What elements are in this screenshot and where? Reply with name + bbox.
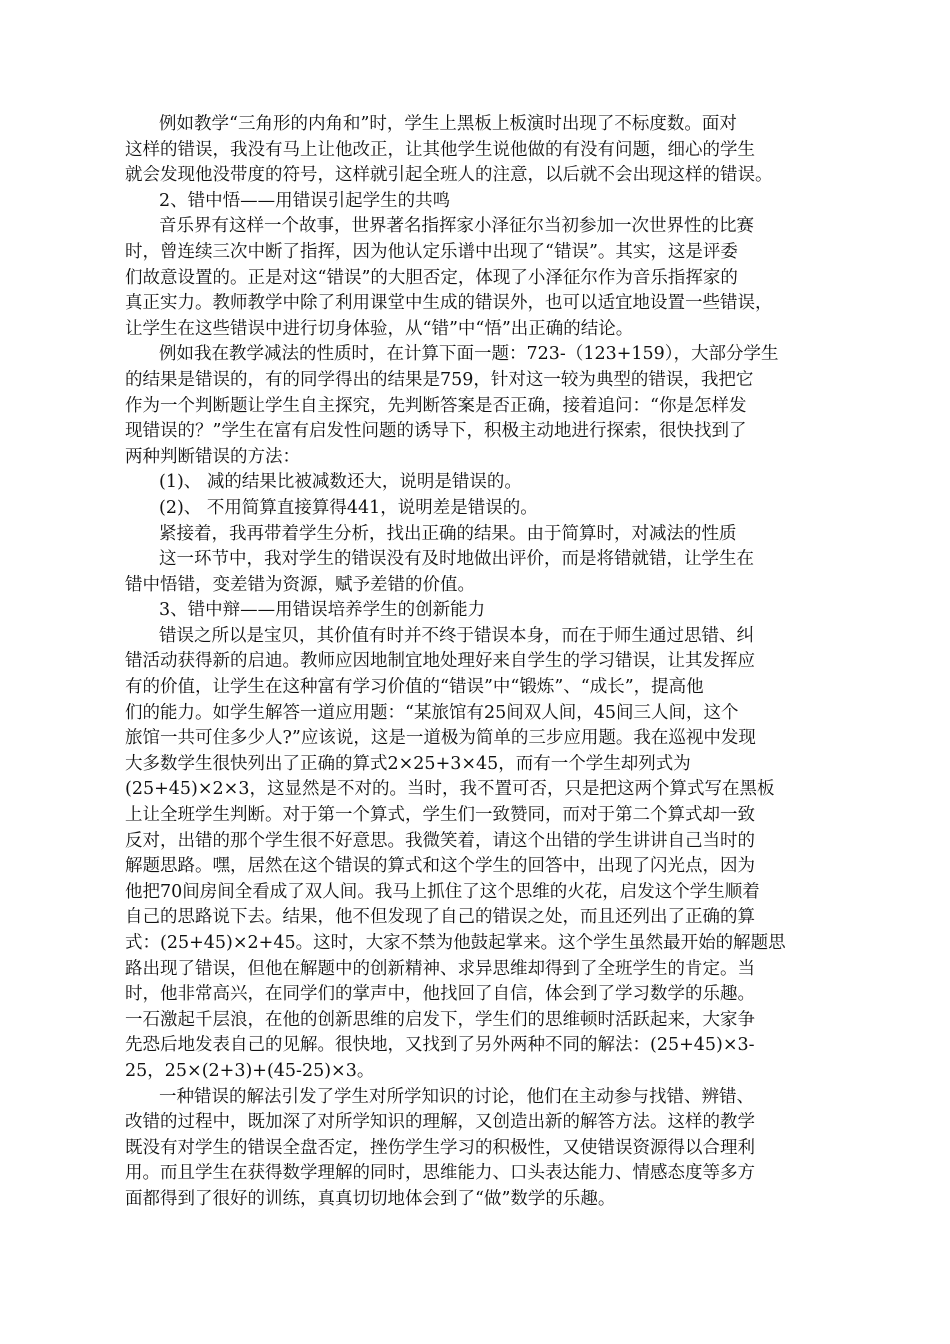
text-line: (25+45)×2×3，这显然是不对的。当时，我不置可否，只是把这两个算式写在黑板 (125, 779, 775, 800)
text-line: 有的价值，让学生在这种富有学习价值的“错误”中“锻炼”、“成长”，提高他 (125, 677, 704, 698)
text-line: 大多数学生很快列出了正确的算式2×25+3×45，而有一个学生却列式为 (125, 753, 691, 774)
text-line: 就会发现他没带度的符号，这样就引起全班人的注意，以后就不会出现这样的错误。 (125, 165, 773, 186)
text-line: 错中悟错，变差错为资源，赋予差错的价值。 (125, 574, 475, 595)
text-line: 上让全班学生判断。对于第一个算式，学生们一致赞同，而对于第二个算式却一致 (125, 805, 755, 826)
text-line: 既没有对学生的错误全盘否定，挫伤学生学习的积极性，又使错误资源得以合理利 (125, 1137, 755, 1158)
text-line: 用。而且学生在获得数学理解的同时，思维能力、口头表达能力、情感态度等多方 (125, 1163, 755, 1184)
text-line: 时，他非常高兴，在同学们的掌声中，他找回了自信，体会到了学习数学的乐趣。 (125, 984, 755, 1005)
text-line: 的结果是错误的，有的同学得出的结果是759，针对这一较为典型的错误，我把它 (125, 369, 754, 390)
text-line: 解题思路。嘿，居然在这个错误的算式和这个学生的回答中，出现了闪光点，因为 (125, 856, 755, 877)
text-line: 旅馆一共可住多少人?”应该说，这是一道极为简单的三步应用题。我在巡视中发现 (125, 728, 756, 749)
text-line: 这一环节中，我对学生的错误没有及时地做出评价，而是将错就错，让学生在 (159, 549, 754, 570)
text-line: 一石激起千层浪，在他的创新思维的启发下，学生们的思维顿时活跃起来，大家争 (125, 1009, 755, 1030)
text-line: 路出现了错误，但他在解题中的创新精神、求异思维却得到了全班学生的肯定。当 (125, 958, 755, 979)
text-line: 两种判断错误的方法： (125, 446, 300, 467)
text-line: 面都得到了很好的训练，真真切切地体会到了“做”数学的乐趣。 (125, 1188, 616, 1209)
text-line: 一种错误的解法引发了学生对所学知识的讨论，他们在主动参与找错、辨错、 (159, 1086, 754, 1107)
text-line: 们故意设置的。正是对这“错误”的大胆否定，体现了小泽征尔作为音乐指挥家的 (125, 267, 738, 288)
text-line: 3、错中辩——用错误培养学生的创新能力 (159, 600, 486, 621)
text-line: 反对，出错的那个学生很不好意思。我微笑着，请这个出错的学生讲讲自己当时的 (125, 830, 755, 851)
text-line: 这样的错误，我没有马上让他改正，让其他学生说他做的有没有问题，细心的学生 (125, 139, 755, 160)
text-line: 例如我在教学减法的性质时，在计算下面一题：723-（123+159），大部分学生 (159, 344, 779, 365)
text-line: (2)、 不用简算直接算得441，说明差是错误的。 (159, 497, 538, 518)
text-line: 时，曾连续三次中断了指挥，因为他认定乐谱中出现了“错误”。其实，这是评委 (125, 241, 738, 262)
text-line: 式：(25+45)×2+45。这时，大家不禁为他鼓起掌来。这个学生虽然最开始的解题思 (125, 933, 786, 953)
text-line: (1)、 减的结果比被减数还大，说明是错误的。 (159, 472, 522, 493)
text-line: 自己的思路说下去。结果，他不但发现了自己的错误之处，而且还列出了正确的算 (125, 907, 755, 928)
text-line: 真正实力。教师教学中除了利用课堂中生成的错误外，也可以适宜地设置一些错误， (125, 293, 773, 314)
text-line: 作为一个判断题让学生自主探究，先判断答案是否正确，接着追问：“你是怎样发 (125, 395, 747, 416)
text-line: 紧接着，我再带着学生分析，找出正确的结果。由于简算时，对减法的性质 (159, 523, 737, 544)
text-line: 音乐界有这样一个故事，世界著名指挥家小泽征尔当初参加一次世界性的比赛 (159, 216, 754, 237)
text-line: 让学生在这些错误中进行切身体验，从“错”中“悟”出正确的结论。 (125, 318, 634, 339)
document-body (125, 112, 825, 1213)
text-line: 25，25×(2+3)+(45-25)×3。 (125, 1060, 375, 1081)
text-line: 们的能力。如学生解答一道应用题：“某旅馆有25间双人间，45间三人间，这个 (125, 702, 739, 723)
text-line: 例如教学“三角形的内角和”时，学生上黑板上板演时出现了不标度数。面对 (159, 114, 737, 134)
text-line: 他把70间房间全看成了双人间。我马上抓住了这个思维的火花，启发这个学生顺着 (125, 881, 760, 902)
text-line: 先恐后地发表自己的见解。很快地，又找到了另外两种不同的解法：(25+45)×3- (125, 1035, 755, 1056)
text-line: 错误之所以是宝贝，其价值有时并不终于错误本身，而在于师生通过思错、纠 (159, 625, 754, 646)
text-line: 改错的过程中，既加深了对所学知识的理解，又创造出新的解答方法。这样的教学 (125, 1112, 755, 1133)
text-line: 2、错中悟——用错误引起学生的共鸣 (159, 190, 451, 211)
text-line: 错活动获得新的启迪。教师应因地制宜地处理好来自学生的学习错误，让其发挥应 (125, 651, 755, 672)
text-line: 现错误的？”学生在富有启发性问题的诱导下，积极主动地进行探索，很快找到了 (125, 421, 747, 442)
